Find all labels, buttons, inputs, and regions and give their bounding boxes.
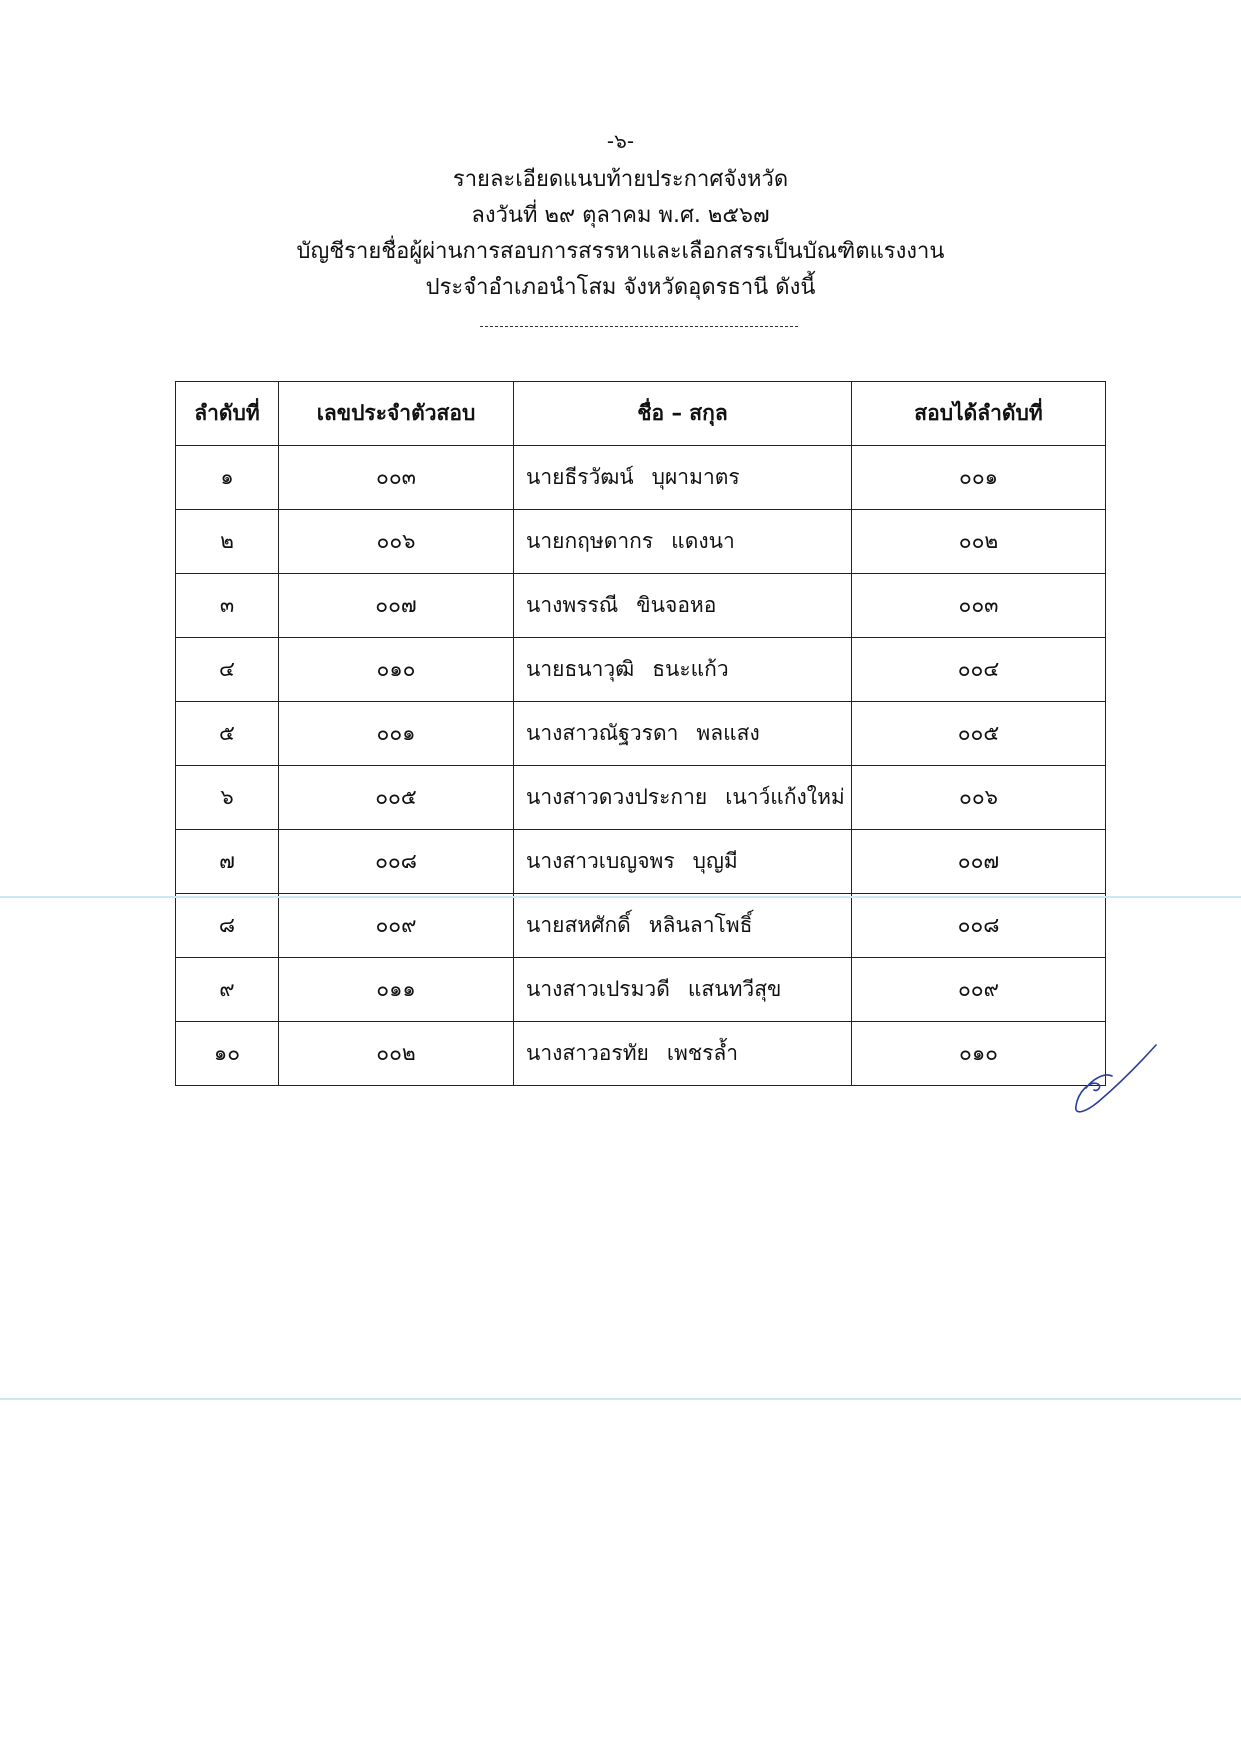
order-cell: ๑ <box>176 446 279 510</box>
table-row <box>176 574 1106 638</box>
surname: แดงนา <box>671 529 735 553</box>
exam-id-cell: ๐๐๓ <box>279 446 514 510</box>
scan-artifact-line <box>0 1398 1241 1400</box>
rank-cell: ๐๐๔ <box>852 638 1106 702</box>
order-cell: ๗ <box>176 830 279 894</box>
table-row <box>176 830 1106 894</box>
rank-cell: ๐๐๒ <box>852 510 1106 574</box>
first-name: นายธนาวุฒิ <box>526 657 635 681</box>
name-cell <box>514 1022 852 1086</box>
name-cell <box>514 446 852 510</box>
surname: บุผามาตร <box>651 465 740 489</box>
dashed-divider <box>480 326 798 327</box>
rank-cell: ๐๐๙ <box>852 958 1106 1022</box>
scan-artifact-line <box>0 896 1241 898</box>
header-title: รายละเอียดแนบท้ายประกาศจังหวัด <box>452 167 789 192</box>
surname: เพชรล้ำ <box>666 1041 739 1065</box>
header-order: ลำดับที่ <box>176 382 279 446</box>
surname: ธนะแก้ว <box>652 657 729 681</box>
order-cell: ๓ <box>176 574 279 638</box>
first-name: นายกฤษดากร <box>526 529 654 553</box>
table-row <box>176 702 1106 766</box>
first-name: นางสาวดวงประกาย <box>526 785 708 809</box>
table-row <box>176 510 1106 574</box>
header-location: ประจำอำเภอนำโสม จังหวัดอุดรธานี ดังนี้ <box>425 275 816 300</box>
surname: พลแสง <box>696 721 760 745</box>
rank-cell: ๐๐๓ <box>852 574 1106 638</box>
rank-cell: ๐๐๖ <box>852 766 1106 830</box>
first-name: นางสาวอรทัย <box>526 1041 649 1065</box>
first-name: นายธีรวัฒน์ <box>526 465 634 489</box>
exam-id-cell: ๐๐๒ <box>279 1022 514 1086</box>
table-header-row <box>176 382 1106 446</box>
table-row <box>176 446 1106 510</box>
table-row <box>176 958 1106 1022</box>
rank-cell: ๐๐๕ <box>852 702 1106 766</box>
surname: แสนทวีสุข <box>687 977 782 1001</box>
exam-id-cell: ๐๑๐ <box>279 638 514 702</box>
exam-id-cell: ๐๐๕ <box>279 766 514 830</box>
rank-cell: ๐๐๘ <box>852 894 1106 958</box>
header-exam-id: เลขประจำตัวสอบ <box>279 382 514 446</box>
header-subject: บัญชีรายชื่อผู้ผ่านการสอบการสรรหาและเลือกสรรเป็นบัณฑิตแรงงาน <box>296 239 945 264</box>
exam-id-cell: ๐๐๗ <box>279 574 514 638</box>
surname: หลินลาโพธิ์ <box>648 913 753 937</box>
first-name: นางสาวเบญจพร <box>526 849 675 873</box>
first-name: นางพรรณี <box>526 593 619 617</box>
exam-id-cell: ๐๐๖ <box>279 510 514 574</box>
name-cell <box>514 766 852 830</box>
document-header <box>0 128 1241 306</box>
order-cell: ๒ <box>176 510 279 574</box>
first-name: นายสหศักดิ์ <box>526 913 631 937</box>
page-number: -๖- <box>606 129 635 153</box>
order-cell: ๕ <box>176 702 279 766</box>
order-cell: ๘ <box>176 894 279 958</box>
exam-id-cell: ๐๐๘ <box>279 830 514 894</box>
rank-cell: ๐๑๐ <box>852 1022 1106 1086</box>
name-cell <box>514 574 852 638</box>
rank-cell: ๐๐๗ <box>852 830 1106 894</box>
surname: บุญมี <box>692 849 738 873</box>
header-full-name: ชื่อ – สกุล <box>514 382 852 446</box>
name-cell <box>514 510 852 574</box>
table-row <box>176 1022 1106 1086</box>
table-row <box>176 766 1106 830</box>
name-cell <box>514 830 852 894</box>
handwritten-signature <box>1068 1040 1168 1130</box>
name-cell <box>514 638 852 702</box>
header-date: ลงวันที่ ๒๙ ตุลาคม พ.ศ. ๒๕๖๗ <box>471 203 770 228</box>
order-cell: ๑๐ <box>176 1022 279 1086</box>
name-cell <box>514 894 852 958</box>
order-cell: ๔ <box>176 638 279 702</box>
header-rank: สอบได้ลำดับที่ <box>852 382 1106 446</box>
table-row <box>176 638 1106 702</box>
surname: เนาว์แก้งใหม่ <box>725 785 845 809</box>
table-row <box>176 894 1106 958</box>
rank-cell: ๐๐๑ <box>852 446 1106 510</box>
name-cell <box>514 958 852 1022</box>
surname: ขินจอหอ <box>636 593 717 617</box>
name-cell <box>514 702 852 766</box>
roster-table <box>175 381 1106 1086</box>
first-name: นางสาวเปรมวดี <box>526 977 670 1001</box>
exam-id-cell: ๐๑๑ <box>279 958 514 1022</box>
order-cell: ๖ <box>176 766 279 830</box>
order-cell: ๙ <box>176 958 279 1022</box>
first-name: นางสาวณัฐวรดา <box>526 721 679 745</box>
exam-id-cell: ๐๐๑ <box>279 702 514 766</box>
exam-id-cell: ๐๐๙ <box>279 894 514 958</box>
